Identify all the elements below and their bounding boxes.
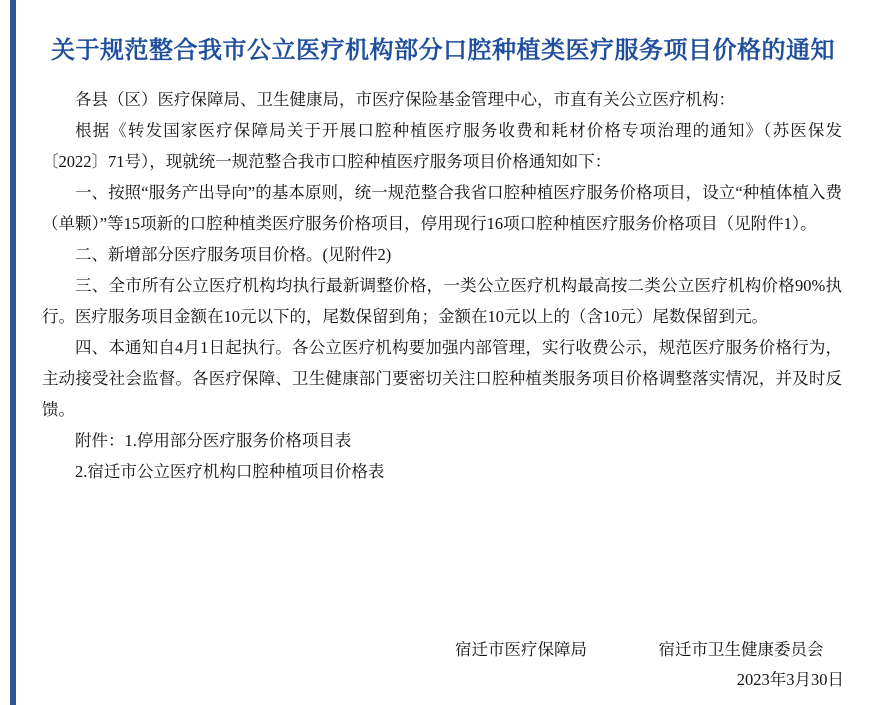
paragraph-item-3: 三、全市所有公立医疗机构均执行最新调整价格，一类公立医疗机构最高按二类公立医疗机构价格90%执行。医疗服务项目金额在10元以下的，尾数保留到角；金额在10元以上的（含10元）尾数保留到元。 <box>42 276 842 326</box>
signature-row <box>0 635 882 665</box>
signature-block <box>0 635 882 705</box>
page-title: 关于规范整合我市公立医疗机构部分口腔种植类医疗服务项目价格的通知 <box>51 37 835 64</box>
paragraph-item-2: 二、新增部分医疗服务项目价格。(见附件2) <box>75 245 392 264</box>
attachment-line-2: 2.宿迁市公立医疗机构口腔种植项目价格表 <box>75 462 385 481</box>
paragraph-item-1: 一、按照“服务产出导向”的基本原则，统一规范整合我省口腔种植医疗服务价格项目，设立“种植体植入费（单颗）”等15项新的口腔种植类医疗服务价格项目，停用现行16项口腔种植医疗服务价格项目（见附件1）。 <box>42 183 842 233</box>
attachment-line-1: 附件：1.停用部分医疗服务价格项目表 <box>75 431 352 450</box>
body-spacer <box>30 487 856 607</box>
paragraph-basis: 根据《转发国家医疗保障局关于开展口腔种植医疗服务收费和耗材价格专项治理的通知》（苏医保发〔2022〕71号），现就统一规范整合我市口腔种植医疗服务项目价格通知如下： <box>42 121 842 171</box>
signature-issuer-medical: 宿迁市医疗保障局 <box>455 640 587 659</box>
signature-issuer-health: 宿迁市卫生健康委员会 <box>658 640 824 659</box>
signature-date: 2023年3月30日 <box>736 670 844 689</box>
document-body <box>42 84 842 487</box>
paragraph-item-4: 四、本通知自4月1日起执行。各公立医疗机构要加强内部管理，实行收费公示，规范医疗服务价格行为，主动接受社会监督。各医疗保障、卫生健康部门要密切关注口腔种植类服务项目价格调整落实情况，并及时反馈。 <box>42 338 842 419</box>
paragraph-recipients: 各县（区）医疗保障局、卫生健康局，市医疗保险基金管理中心，市直有关公立医疗机构： <box>75 90 735 109</box>
